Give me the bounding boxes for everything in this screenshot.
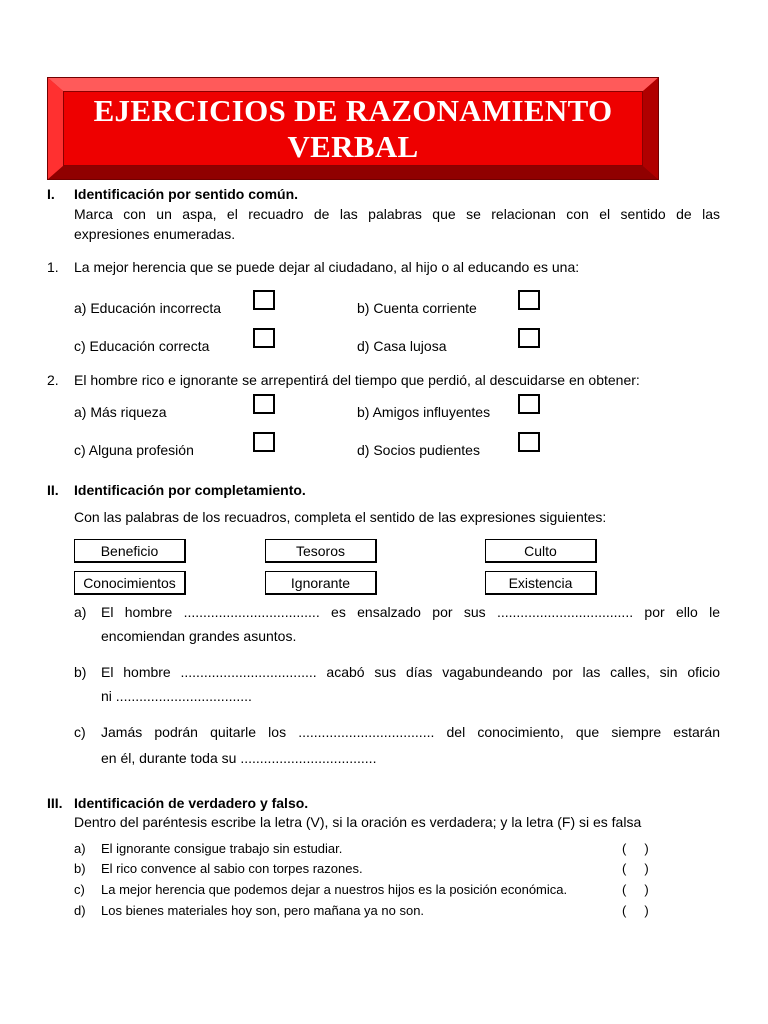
section1-instruction-line1: Marca con un aspa, el recuadro de las palabras que se relacionan con el sentido de las [74, 206, 720, 222]
q1-checkbox-a[interactable] [253, 290, 275, 310]
q1-checkbox-c[interactable] [253, 328, 275, 348]
q2-option-a: a) Más riqueza [74, 404, 167, 420]
section2-heading: Identificación por completamiento. [74, 482, 306, 498]
q1-option-c: c) Educación correcta [74, 338, 210, 354]
word-box-tesoros: Tesoros [265, 539, 377, 563]
completion-item-c-line2: en él, durante toda su ................................... [101, 750, 377, 766]
completion-item-a-line1: El hombre ................................... es ensalzado por sus ................................... por ello le [101, 604, 720, 620]
tf-item-a-text: El ignorante consigue trabajo sin estudiar. [101, 841, 343, 856]
question2-text: El hombre rico e ignorante se arrepentirá del tiempo que perdió, al descuidarse en obtener: [74, 372, 640, 388]
section2-number: II. [47, 482, 59, 498]
section2-instruction: Con las palabras de los recuadros, completa el sentido de las expresiones siguientes: [74, 509, 607, 525]
q1-checkbox-d[interactable] [518, 328, 540, 348]
section3-number: III. [47, 795, 63, 811]
q1-checkbox-b[interactable] [518, 290, 540, 310]
tf-item-d-label: d) [74, 903, 86, 918]
section3-heading: Identificación de verdadero y falso. [74, 795, 309, 811]
question1-number: 1. [47, 259, 59, 275]
word-box-culto: Culto [485, 539, 597, 563]
word-box-ignorante: Ignorante [265, 571, 377, 595]
question1-text: La mejor herencia que se puede dejar al ciudadano, al hijo o al educando es una: [74, 259, 580, 275]
tf-item-d-answer[interactable]: ( ) [622, 903, 649, 918]
q2-checkbox-c[interactable] [253, 432, 275, 452]
word-box-conocimientos: Conocimientos [74, 571, 186, 595]
tf-item-a-answer[interactable]: ( ) [622, 841, 649, 856]
tf-item-b-label: b) [74, 861, 86, 876]
word-box-beneficio: Beneficio [74, 539, 186, 563]
title-banner [47, 77, 659, 180]
word-box-existencia: Existencia [485, 571, 597, 595]
completion-item-a-line2: encomiendan grandes asuntos. [101, 628, 297, 644]
q2-checkbox-d[interactable] [518, 432, 540, 452]
q2-checkbox-b[interactable] [518, 394, 540, 414]
tf-item-a-label: a) [74, 841, 86, 856]
completion-item-c-label: c) [74, 724, 86, 740]
section3-instruction: Dentro del paréntesis escribe la letra (V), si la oración es verdadera; y la letra (F) si es falsa [74, 814, 642, 830]
q1-option-b: b) Cuenta corriente [357, 300, 477, 316]
completion-item-b-line1: El hombre ................................... acabó sus días vagabundeando por las calles, sin oficio [101, 664, 720, 680]
tf-item-b-answer[interactable]: ( ) [622, 861, 649, 876]
completion-item-a-label: a) [74, 604, 87, 620]
question2-number: 2. [47, 372, 59, 388]
section1-instruction-line2: expresiones enumeradas. [74, 226, 236, 242]
q2-option-d: d) Socios pudientes [357, 442, 480, 458]
tf-item-d-text: Los bienes materiales hoy son, pero mañana ya no son. [101, 903, 425, 918]
completion-item-b-label: b) [74, 664, 87, 680]
tf-item-b-text: El rico convence al sabio con torpes razones. [101, 861, 363, 876]
page-title [63, 91, 643, 165]
q2-option-b: b) Amigos influyentes [357, 404, 491, 420]
tf-item-c-label: c) [74, 882, 85, 897]
completion-item-c-line1: Jamás podrán quitarle los ................................... del conocimiento, que siempre estarán [101, 724, 720, 740]
section1-number: I. [47, 186, 55, 202]
section1-heading: Identificación por sentido común. [74, 186, 299, 202]
q2-checkbox-a[interactable] [253, 394, 275, 414]
q1-option-d: d) Casa lujosa [357, 338, 447, 354]
tf-item-c-text: La mejor herencia que podemos dejar a nuestros hijos es la posición económica. [101, 882, 568, 897]
title-line-2: VERBAL [287, 129, 419, 164]
title-line-1: EJERCICIOS DE RAZONAMIENTO [93, 93, 613, 128]
tf-item-c-answer[interactable]: ( ) [622, 882, 649, 897]
q1-option-a: a) Educación incorrecta [74, 300, 222, 316]
completion-item-b-line2: ni ................................... [101, 688, 252, 704]
q2-option-c: c) Alguna profesión [74, 442, 194, 458]
